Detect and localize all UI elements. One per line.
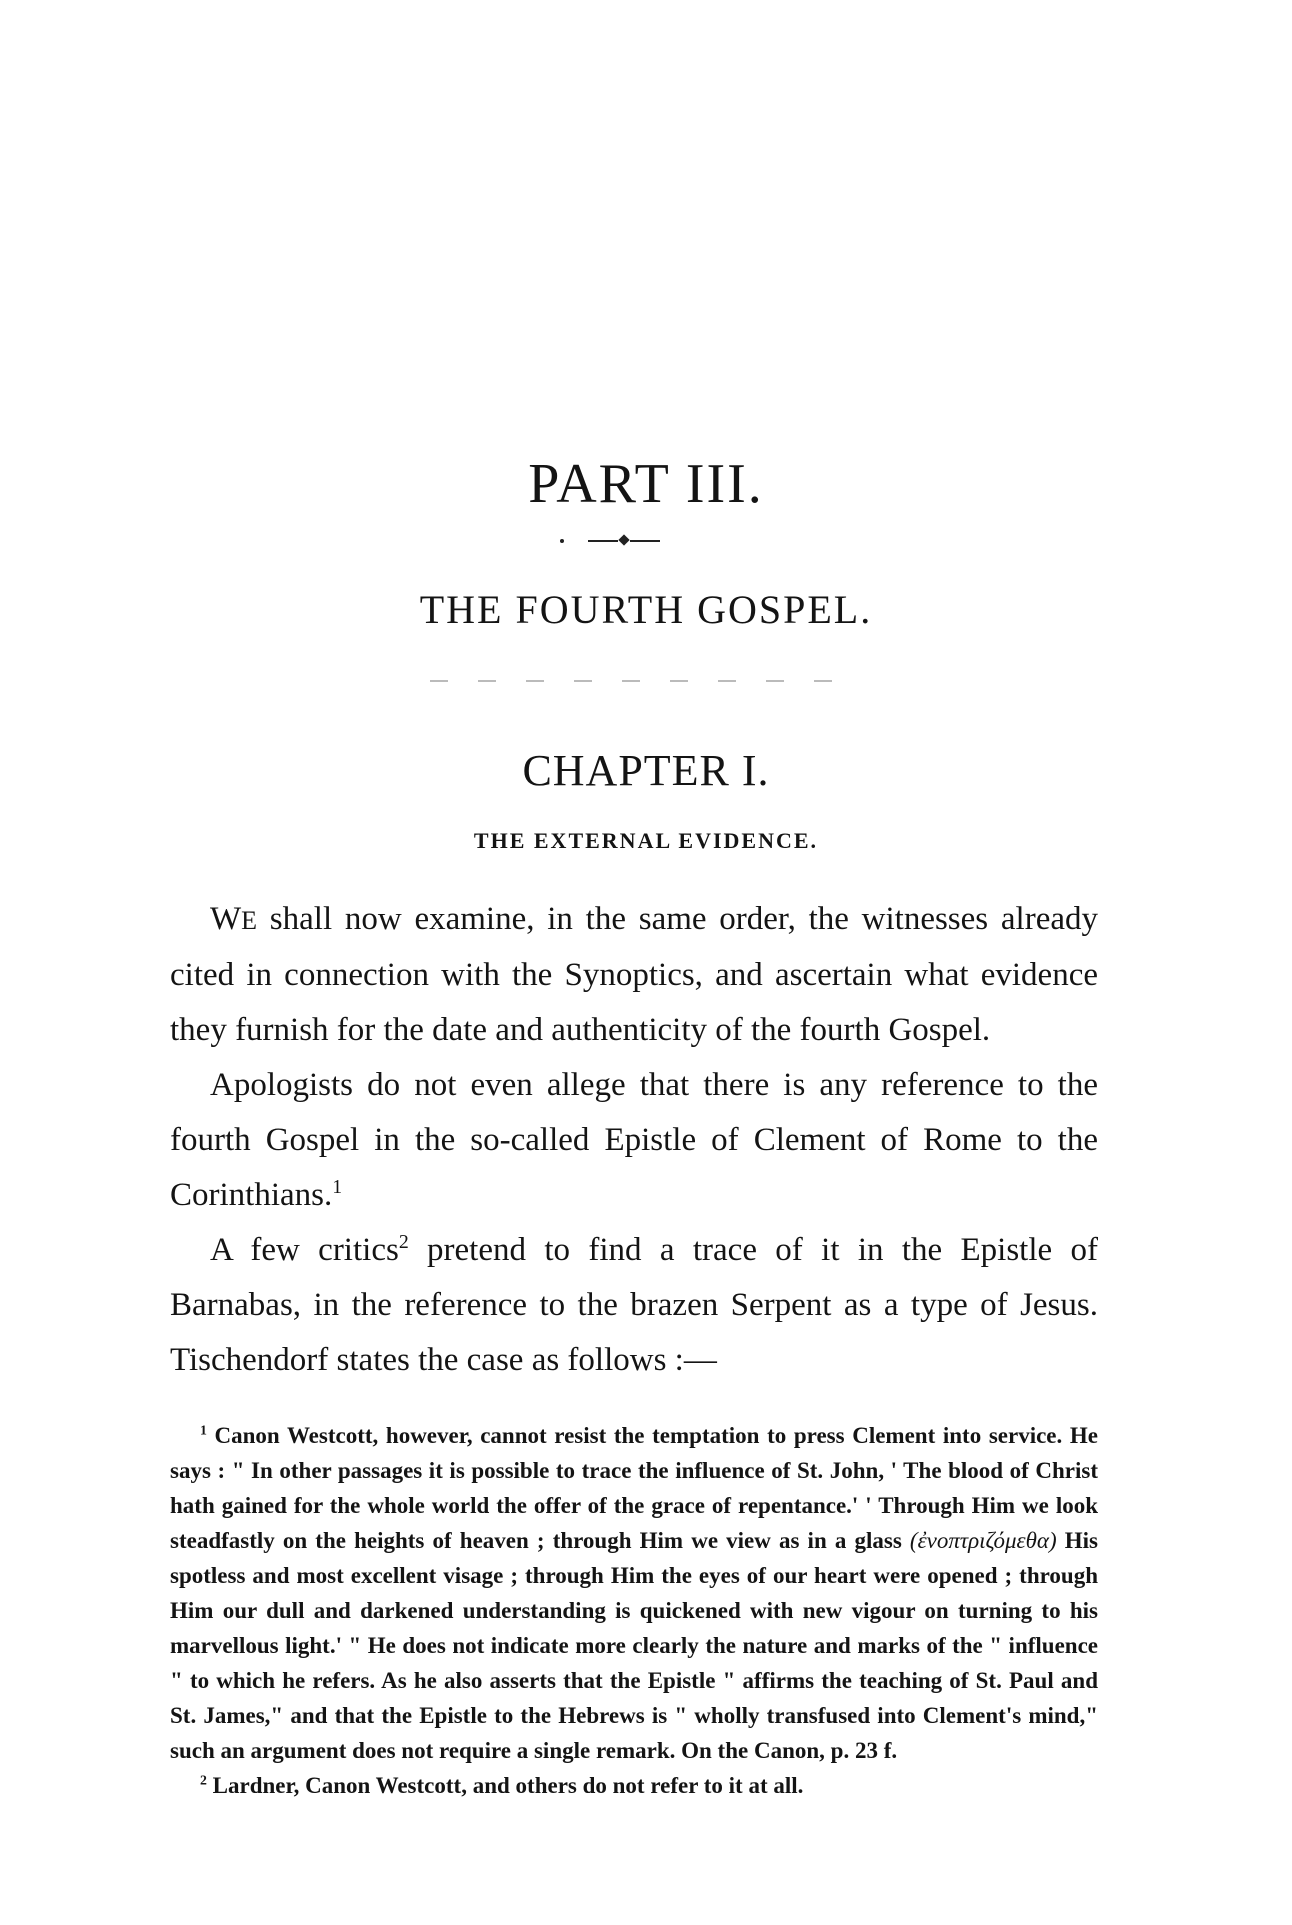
footnote-2-text: Lardner, Canon Westcott, and others do not refer to it at all. — [206, 1773, 804, 1798]
footnote-1-greek: (ἐνοπτριζόμεθα) — [909, 1528, 1057, 1553]
chapter-subtitle: THE EXTERNAL EVIDENCE. — [473, 828, 819, 853]
footnote-1 — [170, 1418, 1098, 1768]
footnote-1-text-a: Canon Westcott, however, cannot resist the temptation to press Clement into service. He says : " In other passages it is possible to trace the influence of St. John, ' The blood of Christ hath gained for the whole world the offer of the grace of repentance.' ' Through Him we look steadfastly on the heights of heaven ; through Him we view as in a glass — [170, 1423, 1098, 1553]
footnote-2 — [170, 1768, 1098, 1803]
body-text — [170, 892, 1098, 1388]
part-heading: PART III. — [528, 453, 764, 515]
footnote-ref-1: 1 — [332, 1176, 343, 1198]
faint-rule-divider — [430, 680, 850, 682]
paragraph-1-smallcap: E — [241, 906, 258, 935]
footnotes — [170, 1418, 1098, 1803]
paragraph-3-text-a: A few critics — [210, 1232, 399, 1268]
footnote-1-mark: 1 — [200, 1422, 207, 1438]
ornament-divider — [560, 530, 680, 550]
book-section-title: THE FOURTH GOSPEL. — [419, 587, 873, 632]
paragraph-3 — [170, 1223, 1098, 1388]
ornament-line-right — [630, 540, 660, 542]
ornament-dot — [560, 539, 564, 543]
paragraph-1 — [170, 892, 1098, 1058]
footnote-ref-2: 2 — [398, 1231, 409, 1253]
footnote-1-text-b: His spotless and most excellent visage ; through Him the eyes of our heart were opened ; through Him our dull and darkened understanding is quickened with new vigour on turning to his marvellous light.' " He does not indicate more clearly the nature and marks of the " influence " to which he refers. As he also asserts that the Epistle " affirms the teaching of St. Paul and St. James," and that the Epistle to the Hebrews is " wholly transfused into Clement's mind," such an argument does not require a single remark. On the Canon, p. 23 f. — [170, 1528, 1099, 1763]
chapter-heading: CHAPTER I. — [522, 746, 770, 795]
paragraph-1-text: shall now examine, in the same order, the witnesses already cited in connection with the Synoptics, and ascertain what evidence they furnish for the date and authenticity of the fourth Gospel. — [170, 901, 1098, 1048]
paragraph-2-text: Apologists do not even allege that there is any reference to the fourth Gospel in the so-called Epistle of Clement of Rome to the Corinthians. — [170, 1067, 1098, 1213]
paragraph-2 — [170, 1058, 1098, 1223]
ornament-diamond-icon — [618, 534, 629, 545]
paragraph-1-initial: W — [210, 901, 242, 937]
footnote-2-mark: 2 — [200, 1772, 207, 1788]
paragraph-3-text-b: pretend to find a trace of it in the Epistle of Barnabas, in the reference to the brazen Serpent as a type of Jesus. Tischendorf states the case as follows :— — [170, 1232, 1098, 1378]
ornament-line-left — [588, 540, 618, 542]
